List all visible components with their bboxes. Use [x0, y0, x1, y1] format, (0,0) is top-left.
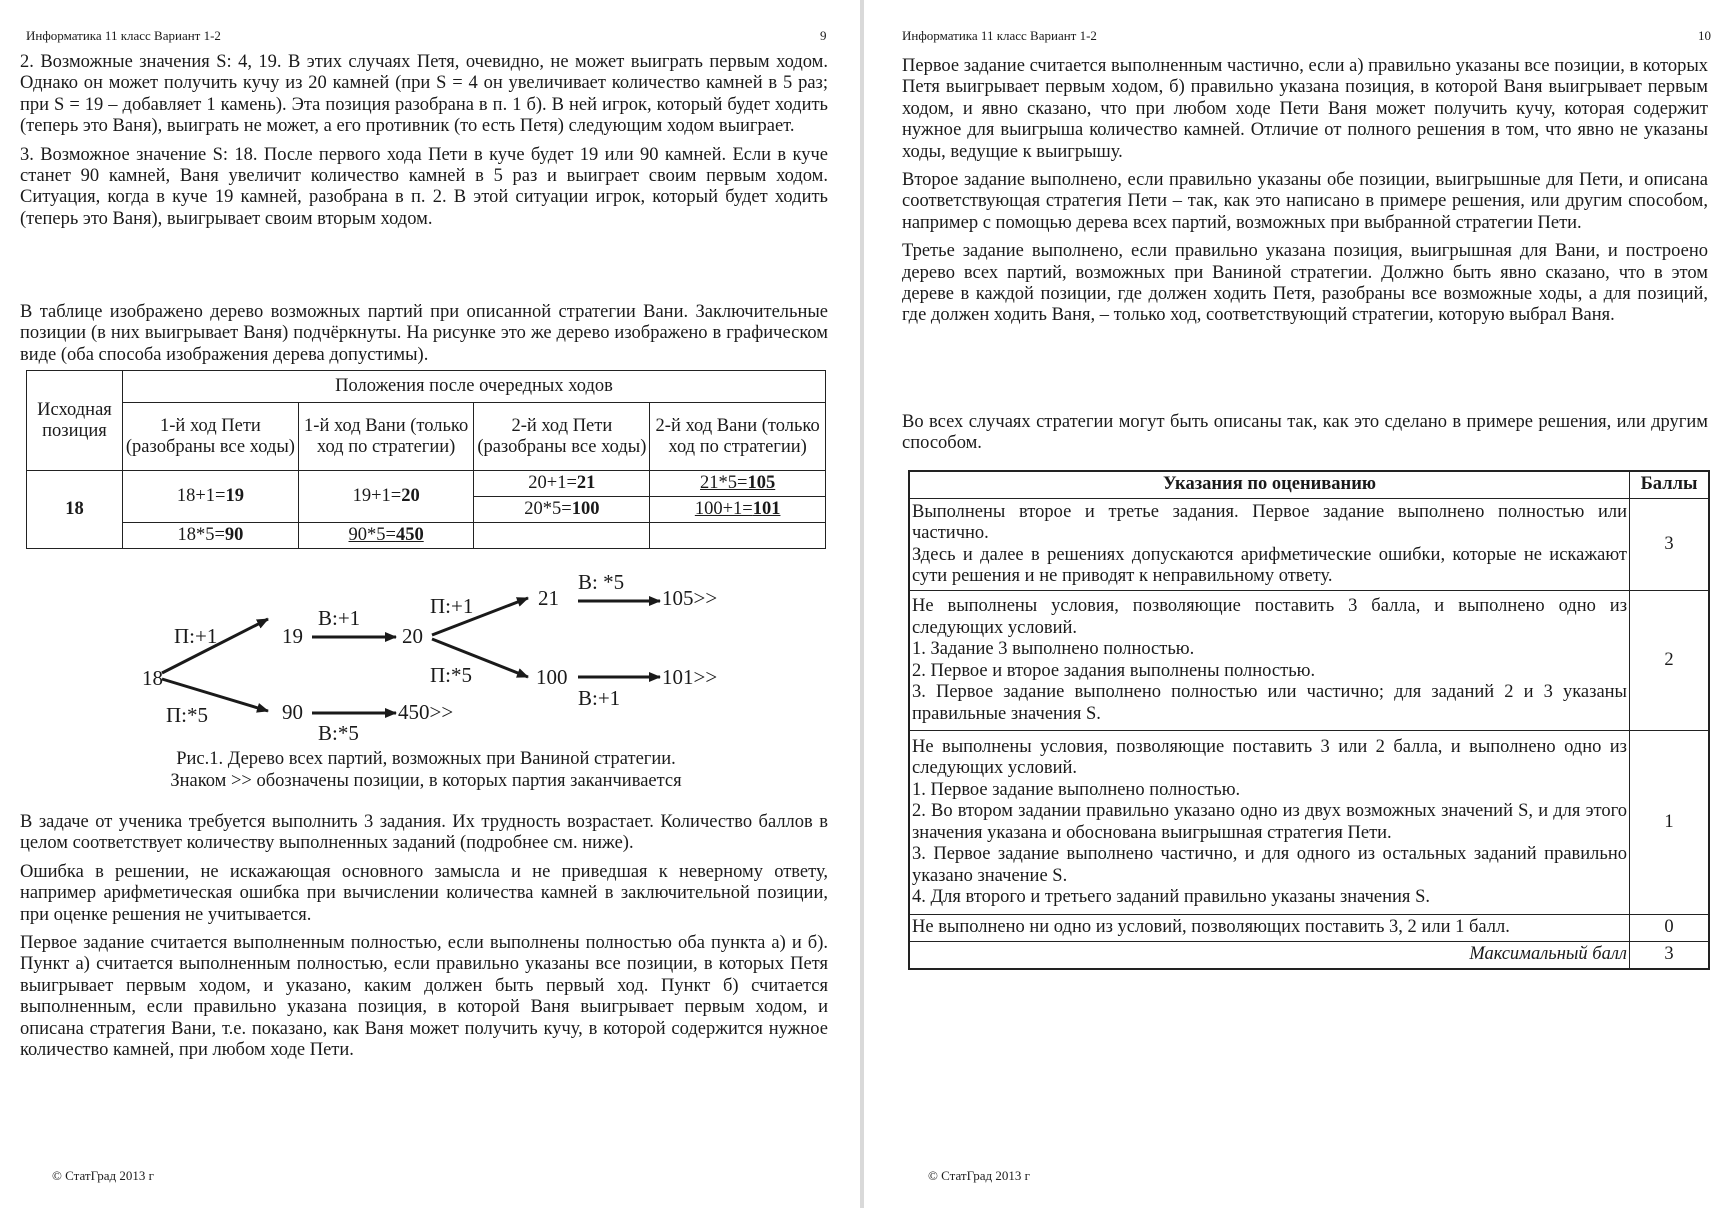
edge-label-b5-second: В: *5 — [578, 570, 625, 594]
page-header: Информатика 11 класс Вариант 1-2 — [26, 28, 221, 43]
paragraph-tasks: В задаче от ученика требуется выполнить 3 задания. Их трудность возрастает. Количество баллов в целом соответствует количеству выполненных заданий (подробнее см. ниже). — [20, 812, 828, 854]
grading-row-3: Выполнены второе и третье задания. Первое задание выполнено полностью или частично. Здесь и далее в решениях допускаются арифметические ошибки, которые не искажают сути решения и не приводят к неправильному ответу. — [909, 499, 1630, 591]
page-footer: © СтатГрад 2013 г — [928, 1168, 1030, 1183]
col-vanya1-header: 1-й ход Вани (только ход по стратегии) — [298, 403, 474, 471]
text-block-right — [902, 56, 1708, 334]
edge-label-p1: П:+1 — [174, 624, 218, 648]
grading-points-0: 0 — [1630, 915, 1710, 942]
page-header: Информатика 11 класс Вариант 1-2 — [902, 28, 1097, 43]
paragraph-tree-intro: В таблице изображено дерево возможных партий при описанной стратегии Вани. Заключительные позиции (в них выигрывает Ваня) подчёркнуты. На рисунке это же дерево изображено в графическом виде (оба способа изображения дерева допустимы). — [20, 302, 828, 365]
node-101: 101>> — [662, 665, 718, 689]
table-cell-empty — [474, 523, 650, 549]
node-105: 105>> — [662, 586, 718, 610]
edge-label-p5: П:*5 — [166, 703, 208, 727]
page-left — [0, 0, 860, 1208]
table-cell: 18+1=19 — [122, 471, 298, 523]
node-100: 100 — [536, 665, 568, 689]
node-450: 450>> — [398, 700, 454, 724]
group-header: Положения после очередных ходов — [122, 371, 825, 403]
game-tree-table — [26, 370, 826, 549]
grading-points-1: 1 — [1630, 731, 1710, 915]
col-start-header: Исходная позиция — [27, 371, 123, 471]
node-18: 18 — [142, 666, 163, 690]
table-cell: 19+1=20 — [298, 471, 474, 523]
table-cell: 20*5=100 — [474, 497, 650, 523]
col-petya2-header: 2-й ход Пети (разобраны все ходы) — [474, 403, 650, 471]
caption-line-2: Знаком >> обозначены позиции, в которых партия заканчивается — [170, 771, 682, 791]
paragraph-second-task: Второе задание выполнено, если правильно указаны обе позиции, выигрышные для Пети, и описана соответствующая стратегия Пети – так, как это написано в примере решения, или другим способом, например с помощью дерева всех партий, возможных при выбранной стратегии Пети. — [902, 170, 1708, 233]
page-right — [864, 0, 1722, 1208]
grading-row-2: Не выполнены условия, позволяющие поставить 3 балла, и выполнено одно из следующих условий. 1. Задание 3 выполнено полностью. 2. Первое и второе задания выполнены полностью. 3. Первое задание выполнено полностью или частично; для заданий 2 и 3 указаны правильные значения S. — [909, 591, 1630, 731]
table-cell-final: 21*5=105 — [650, 471, 826, 497]
paragraph-first-task: Первое задание считается выполненным полностью, если выполнены полностью оба пункта а) и б). Пункт а) считается выполненным полностью, если правильно указаны все позиции, в которых Петя выигрывает первым ходом, и указано, каким должен быть первый ход. Пункт б) считается выполненным, если правильно указана позиция, в которой Ваня выигрывает первым ходом, и описана стратегия Вани, т.е. показано, как Ваня может получить кучу, в которой содержится нужное количество камней, при любом ходе Пети. — [20, 933, 828, 1061]
caption-line-1: Рис.1. Дерево всех партий, возможных при Ваниной стратегии. — [176, 749, 676, 769]
text-block-bottom — [20, 812, 828, 1068]
col-petya1-header: 1-й ход Пети (разобраны все ходы) — [122, 403, 298, 471]
edge-label-b1-second: В:+1 — [578, 686, 621, 710]
table-cell-empty — [650, 523, 826, 549]
table-cell-final: 100+1=101 — [650, 497, 826, 523]
paragraph-3: 3. Возможное значение S: 18. После первого хода Пети в куче будет 19 или 90 камней. Если в куче станет 90 камней, Ваня увеличит количество камней в 5 раз и выиграет своим первым ходом. Ситуация, когда в куче 19 камней, разобрана в п. 2. В этой ситуации игрок, который будет ходить (теперь это Ваня), выигрывает своим вторым ходом. — [20, 144, 828, 229]
edge-label-b5: В:*5 — [318, 721, 359, 745]
start-cell: 18 — [27, 471, 123, 549]
edge-label-b1: В:+1 — [318, 606, 361, 630]
grading-row-1: Не выполнены условия, позволяющие поставить 3 или 2 балла, и выполнено одно из следующих условий. 1. Первое задание выполнено полностью. 2. Во втором задании правильно указано одно из двух возможных значений S, и для этого значения указана и обоснована выигрышная стратегия Пети. 3. Первое задание выполнено частично, и для одного из остальных заданий правильно указано значение S. 4. Для второго и третьего заданий правильно указаны значения S. — [909, 731, 1630, 915]
node-90: 90 — [282, 700, 303, 724]
col-vanya2-header: 2-й ход Вани (только ход по стратегии) — [650, 403, 826, 471]
grading-header-points: Баллы — [1630, 471, 1710, 499]
paragraph-third-task: Третье задание выполнено, если правильно указана позиция, выигрышная для Вани, и построено дерево всех партий, возможных при Ваниной стратегии. Должно быть явно сказано, что в этом дереве в каждой позиции, где должен ходить Петя, разобраны все возможные ходы, а для позиций, где должен ходить Ваня, – только ход, соответствующий стратегии, которую выбрал Ваня. — [902, 241, 1708, 326]
grading-points-2: 2 — [1630, 591, 1710, 731]
paragraph-errors: Ошибка в решении, не искажающая основного замысла и не приведшая к неверному ответу, например арифметическая ошибка при вычислении количества камней в заключительной позиции, при оценке решения не учитывается. — [20, 861, 828, 925]
node-21: 21 — [538, 586, 559, 610]
game-tree-diagram — [0, 565, 860, 750]
edge-label-p1-second: П:+1 — [430, 594, 474, 618]
table-cell-final: 90*5=450 — [298, 523, 474, 549]
grading-header-desc: Указания по оцениванию — [909, 471, 1630, 499]
edge-label-p5-second: П:*5 — [430, 663, 472, 687]
grading-table — [908, 470, 1710, 970]
node-19: 19 — [282, 624, 303, 648]
page-number: 10 — [1698, 28, 1711, 43]
grading-row-0: Не выполнено ни одно из условий, позволяющих поставить 3, 2 или 1 балл. — [909, 915, 1630, 942]
figure-caption — [26, 748, 826, 792]
text-block-top — [20, 52, 828, 237]
table-cell: 20+1=21 — [474, 471, 650, 497]
paragraph-partial: Первое задание считается выполненным частично, если а) правильно указаны все позиции, в которых Петя выигрывает первым ходом, б) правильно указана позиция, в которой Ваня выигрывает первым ходом, и явно сказано, что при любом ходе Пети Ваня может получить кучу, которая содержит нужное для выигрыша количество камней. Отличие от полного решения в том, что явно не указаны ходы, ведущие к выигрышу. — [902, 56, 1708, 162]
grading-max-points: 3 — [1630, 942, 1710, 969]
page-number: 9 — [820, 28, 827, 43]
paragraph-2: 2. Возможные значения S: 4, 19. В этих случаях Петя, очевидно, не может выиграть первым ходом. Однако он может получить кучу из 20 камней (при S = 4 он увеличивает количество камней в 5 раз; при S = 19 – добавляет 1 камень). Эта позиция разобрана в п. 1 б). В ней игрок, который будет ходить (теперь это Ваня), выиграть не может, а его противник (то есть Петя) следующим ходом выиграет. — [20, 52, 828, 137]
grading-points-3: 3 — [1630, 499, 1710, 591]
grading-max-label: Максимальный балл — [909, 942, 1630, 969]
page-footer: © СтатГрад 2013 г — [52, 1168, 154, 1183]
table-cell: 18*5=90 — [122, 523, 298, 549]
paragraph-strategies: Во всех случаях стратегии могут быть описаны так, как это сделано в примере решения, или другим способом. — [902, 412, 1708, 454]
node-20: 20 — [402, 624, 423, 648]
